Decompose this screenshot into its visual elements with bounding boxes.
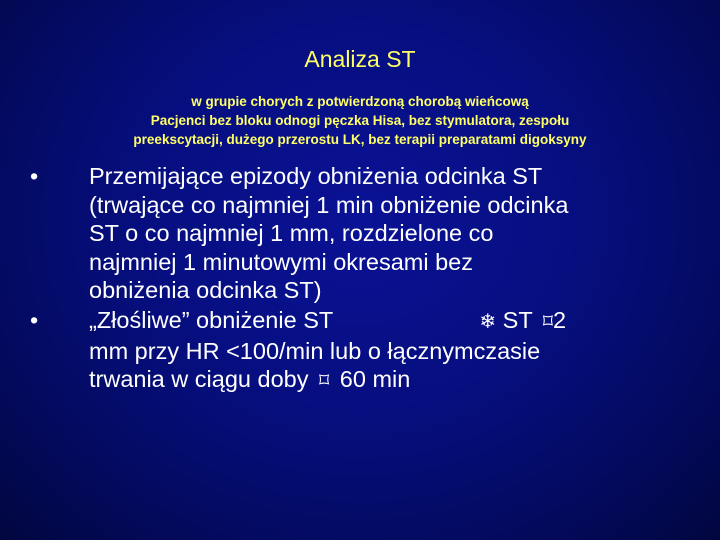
bullet-item <box>30 306 700 396</box>
slide-title: Analiza ST <box>304 46 416 72</box>
subtitle-line: preekscytacji, dużego przerostu LK, bez terapii preparatami digoksyny <box>133 132 587 147</box>
bullet-text-line <box>89 306 700 337</box>
bullet-text-line: (trwające co najmniej 1 min obniżenie odcinka <box>89 191 569 218</box>
bullet-text: 60 min <box>339 366 411 393</box>
special-symbol-icon: ⌑ <box>318 370 330 393</box>
bullet-text-line <box>89 365 700 396</box>
bullet-item <box>30 162 700 305</box>
bullet-marker: • <box>30 306 39 333</box>
slide-subtitle <box>40 92 680 149</box>
bullet-text-line: najmniej 1 minutowymi okresami bez <box>89 248 473 275</box>
bullet-text-line: mm przy HR <100/min lub o łącznymczasie <box>89 337 541 364</box>
subtitle-line: w grupie chorych z potwierdzoną chorobą wieńcową <box>191 94 529 109</box>
bullet-text: 2 <box>553 306 567 333</box>
special-symbol-icon: ⌑ <box>542 310 554 333</box>
bullet-text-line: Przemijające epizody obniżenia odcinka ST <box>89 163 543 189</box>
bullet-text-line: ST o co najmniej 1 mm, rozdzielone co <box>89 220 494 247</box>
bullet-text: trwania w ciągu doby <box>89 366 309 393</box>
bullet-list <box>30 162 700 396</box>
bullet-text-line: obniżenia odcinka ST) <box>89 277 322 304</box>
bullet-text: „Złośliwe” obniżenie ST <box>89 306 333 333</box>
bullet-marker: • <box>30 163 39 189</box>
bullet-text: ST <box>502 306 533 333</box>
subtitle-line: Pacjenci bez bloku odnogi pęczka Hisa, bez stymulatora, zespołu <box>150 113 570 128</box>
snowflake-symbol-icon: ❄ <box>479 310 497 333</box>
